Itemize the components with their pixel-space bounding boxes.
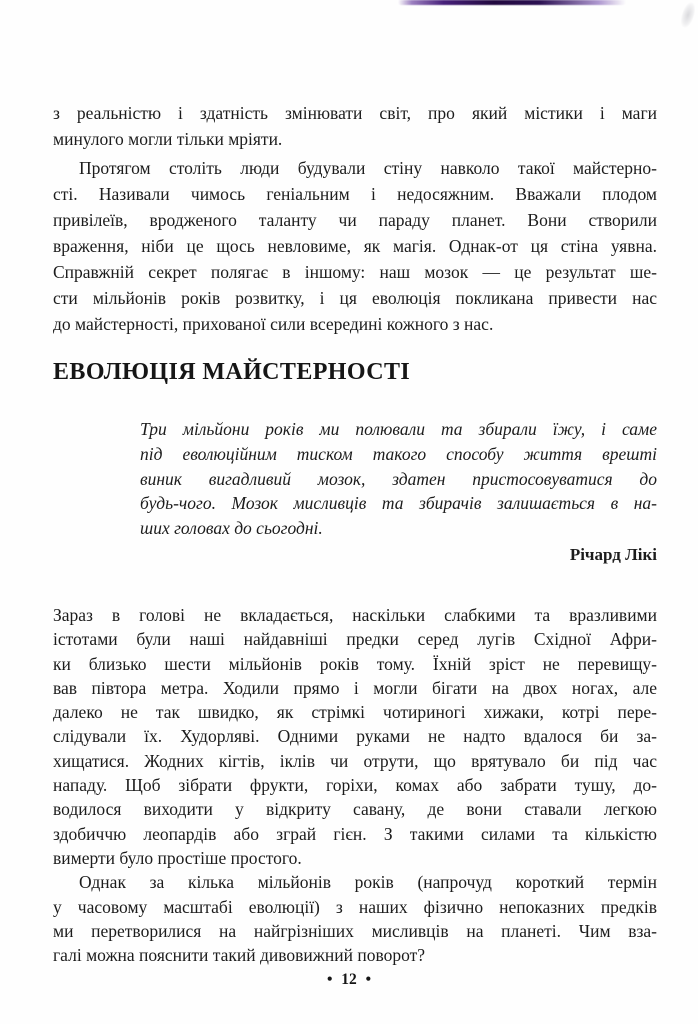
text-line: виник вигадливий мозок, здатен пристосовуватися до <box>140 468 657 489</box>
text-line: вав півтора метра. Ходили прямо і могли бігати на двох ногах, але <box>53 677 657 698</box>
text-line: враження, ніби це щось невловиме, як магія. Однак-от ця стіна уявна. <box>53 236 657 256</box>
text-line: будь-чого. Мозок мисливців та збирачів залишається в на- <box>140 493 657 514</box>
page-content <box>53 0 657 967</box>
text-line: галі можна пояснити такий дивовижний поворот? <box>53 945 426 966</box>
epigraph-quote <box>140 417 657 541</box>
paragraph-transformation <box>53 870 657 967</box>
paragraph-wall-of-mastery <box>53 155 657 337</box>
text-line: привілеїв, вродженого таланту чи параду планет. Вони створили <box>53 210 657 230</box>
text-line: нападу. Щоб зібрати фрукти, горіхи, комах або забрати тушу, до- <box>53 775 657 796</box>
text-line: здобиччю леопардів або зграй гієн. З такими силами та кількістю <box>53 823 657 844</box>
text-line: сти мільйонів років розвитку, і ця еволюція покликана привести нас <box>53 288 657 308</box>
text-line: ки близько шести мільйонів років тому. Їхній зріст не перевищу- <box>53 653 657 674</box>
text-line: Протягом століть люди будували стіну навколо такої майстерно- <box>79 158 657 178</box>
page-number: • 12 • <box>326 971 372 988</box>
text-line: вимерти було простіше простого. <box>53 847 302 868</box>
page-number-footer <box>0 971 698 989</box>
text-line: істотами були наші найдавніші предки серед лугів Східної Афри- <box>53 629 657 650</box>
text-line: далеко не так швидко, як стрімкі чотириногі хижаки, котрі пере- <box>53 702 657 723</box>
paragraph-intro <box>53 100 657 152</box>
text-line: минулого могли тільки мріяти. <box>53 129 283 149</box>
epigraph-attribution: Річард Лікі <box>569 544 657 564</box>
text-line: ших головах до сьогодні. <box>140 518 323 539</box>
text-line: Зараз в голові не вкладається, наскільки слабкими та вразливими <box>53 604 657 625</box>
text-line: Три мільйони років ми полювали та збирали їжу, і саме <box>140 419 657 439</box>
text-line: у часовому масштабі еволюції) з наших фізично непоказних предків <box>53 896 657 917</box>
text-line: з реальністю і здатність змінювати світ, про який містики і маги <box>53 103 657 123</box>
text-line: Справжній секрет полягає в іншому: наш мозок — це результат ше- <box>53 262 657 282</box>
text-line: Однак за кілька мільйонів років (напрочуд короткий термін <box>79 872 657 893</box>
text-line: слідували їх. Худорляві. Одними руками не надто вдалося би за- <box>53 726 657 747</box>
text-line: під еволюційним тиском такого способу життя врешті <box>140 443 657 464</box>
text-line: ми перетворилися на найгрізніших мисливців на планеті. Чим вза- <box>53 920 657 941</box>
scan-smudge-artifact <box>678 1 697 29</box>
text-line: хищатися. Жодних кігтів, іклів чи отрути, що врятувало би під час <box>53 750 657 771</box>
text-line: сті. Називали чимось геніальним і недосяжним. Вважали плодом <box>53 184 657 204</box>
paragraph-ancestors <box>53 603 657 870</box>
section-heading: ЕВОЛЮЦІЯ МАЙСТЕРНОСТІ <box>53 359 411 385</box>
text-line: водилося виходити у відкриту савану, де вони ставали легкою <box>53 799 657 820</box>
text-line: до майстерності, прихованої сили всередині кожного з нас. <box>53 314 494 334</box>
